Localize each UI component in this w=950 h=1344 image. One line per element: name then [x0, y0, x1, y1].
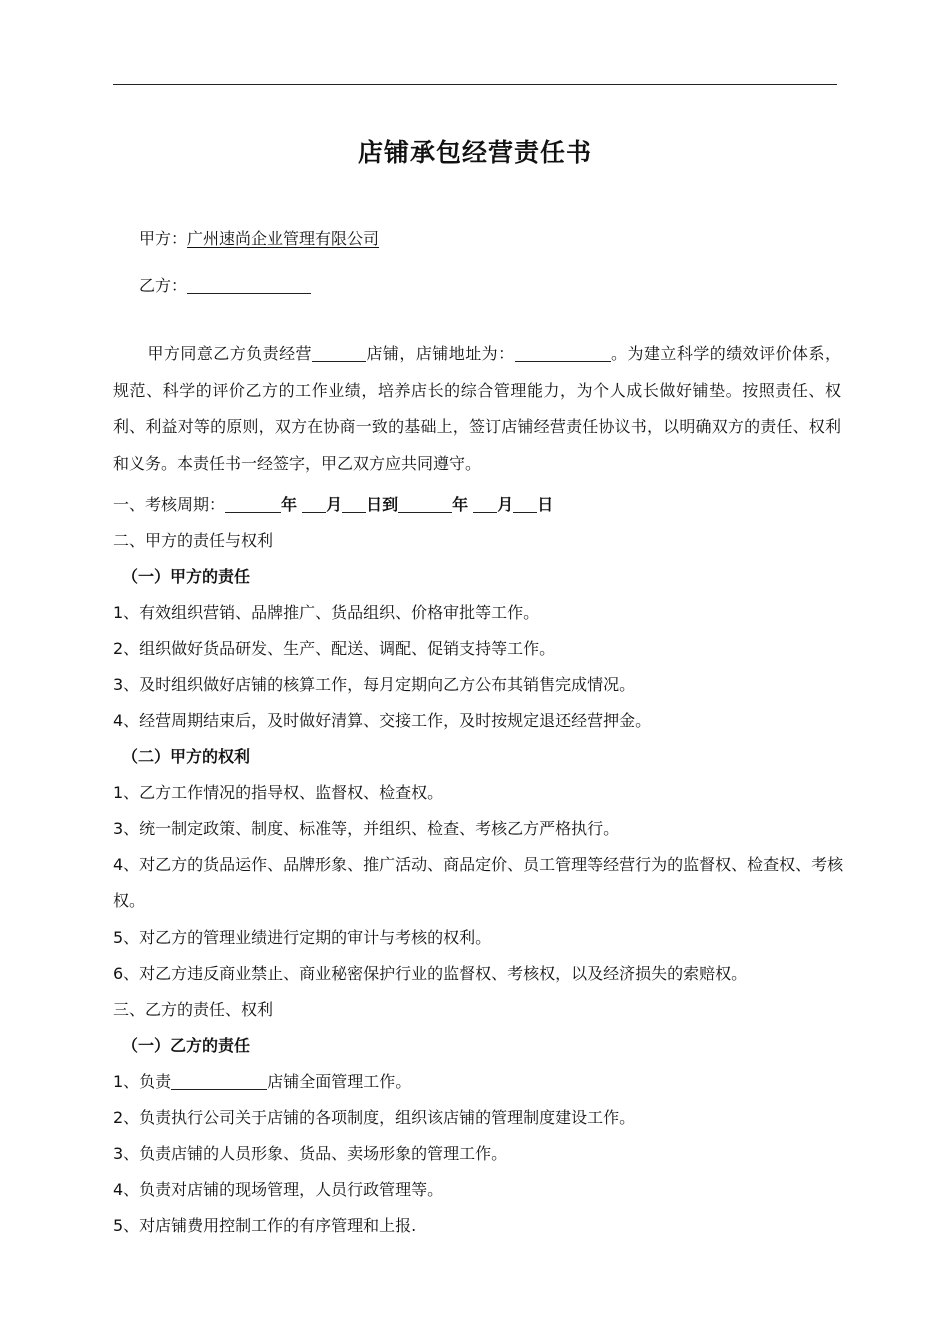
- party-b-blank: [187, 277, 311, 294]
- list-item: 3、及时组织做好店铺的核算工作，每月定期向乙方公布其销售完成情况。: [113, 675, 636, 694]
- intro-text-1: 甲方同意乙方负责经营: [147, 344, 313, 363]
- sub-3-1-heading: （一）乙方的责任: [122, 1036, 251, 1055]
- header-rule: [113, 84, 837, 85]
- intro-text-2: 店铺，店铺地址为：: [366, 344, 515, 363]
- party-a-name: 广州速尚企业管理有限公司: [187, 229, 380, 248]
- intro-text-3: 。为建立科学的绩效评价体系，规范、科学的评价乙方的工作业绩，培养店长的综合管理能力，为个人成长做好铺垫。按照责任、权利、利益对等的原则，双方在协商一致的基础上，签订店铺经营责任协议书，以明确双方的责任、权利和义务。本责任书一经签字，甲乙双方应共同遵守。: [113, 344, 841, 473]
- item-1-suffix: 店铺全面管理工作。: [267, 1072, 412, 1091]
- party-a-label: 甲方：: [139, 229, 188, 248]
- list-item: 1、有效组织营销、品牌推广、货品组织、价格审批等工作。: [113, 603, 540, 622]
- sub-2-1-heading: （一）甲方的责任: [122, 567, 251, 586]
- list-item: 1、乙方工作情况的指导权、监督权、检查权。: [113, 783, 444, 802]
- period-label: 一、考核周期：: [113, 495, 226, 514]
- store-blank: [171, 1073, 267, 1090]
- document-title: 店铺承包经营责任书: [357, 138, 592, 167]
- list-item: 5、对店铺费用控制工作的有序管理和上报.: [113, 1216, 417, 1235]
- list-item: 4、对乙方的货品运作、品牌形象、推广活动、商品定价、员工管理等经营行为的监督权、检查权、考核: [113, 855, 844, 874]
- start-day-to-label: 日到: [366, 495, 399, 514]
- store-address-blank: [515, 345, 611, 362]
- list-item: 3、负责店铺的人员形象、货品、卖场形象的管理工作。: [113, 1144, 508, 1163]
- period-line: [113, 492, 553, 515]
- list-item: 2、负责执行公司关于店铺的各项制度，组织该店铺的管理制度建设工作。: [113, 1108, 636, 1127]
- party-b-line: [139, 273, 311, 296]
- list-item: 4、经营周期结束后，及时做好清算、交接工作，及时按规定退还经营押金。: [113, 711, 652, 730]
- list-item: 3、统一制定政策、制度、标准等，并组织、检查、考核乙方严格执行。: [113, 819, 620, 838]
- end-day-label: 日: [537, 495, 554, 514]
- start-year-label: 年: [281, 495, 298, 514]
- sub-2-2-heading: （二）甲方的权利: [122, 747, 251, 766]
- start-month-label: 月: [326, 495, 343, 514]
- list-item: [113, 1069, 411, 1092]
- section-2-heading: 二、甲方的责任与权利: [113, 531, 274, 550]
- item-1-prefix: 1、负责: [113, 1072, 172, 1091]
- store-name-blank: [312, 345, 366, 362]
- list-item: 2、组织做好货品研发、生产、配送、调配、促销支持等工作。: [113, 639, 556, 658]
- intro-paragraph: [113, 336, 841, 482]
- list-item-continued: 权。: [113, 891, 146, 910]
- list-item: 5、对乙方的管理业绩进行定期的审计与考核的权利。: [113, 928, 492, 947]
- end-month-label: 月: [497, 495, 514, 514]
- list-item: 6、对乙方违反商业禁止、商业秘密保护行业的监督权、考核权，以及经济损失的索赔权。: [113, 964, 748, 983]
- party-b-label: 乙方：: [139, 276, 188, 295]
- end-year-label: 年: [452, 495, 469, 514]
- section-3-heading: 三、乙方的责任、权利: [113, 1000, 274, 1019]
- party-a-line: [139, 226, 379, 249]
- list-item: 4、负责对店铺的现场管理，人员行政管理等。: [113, 1180, 444, 1199]
